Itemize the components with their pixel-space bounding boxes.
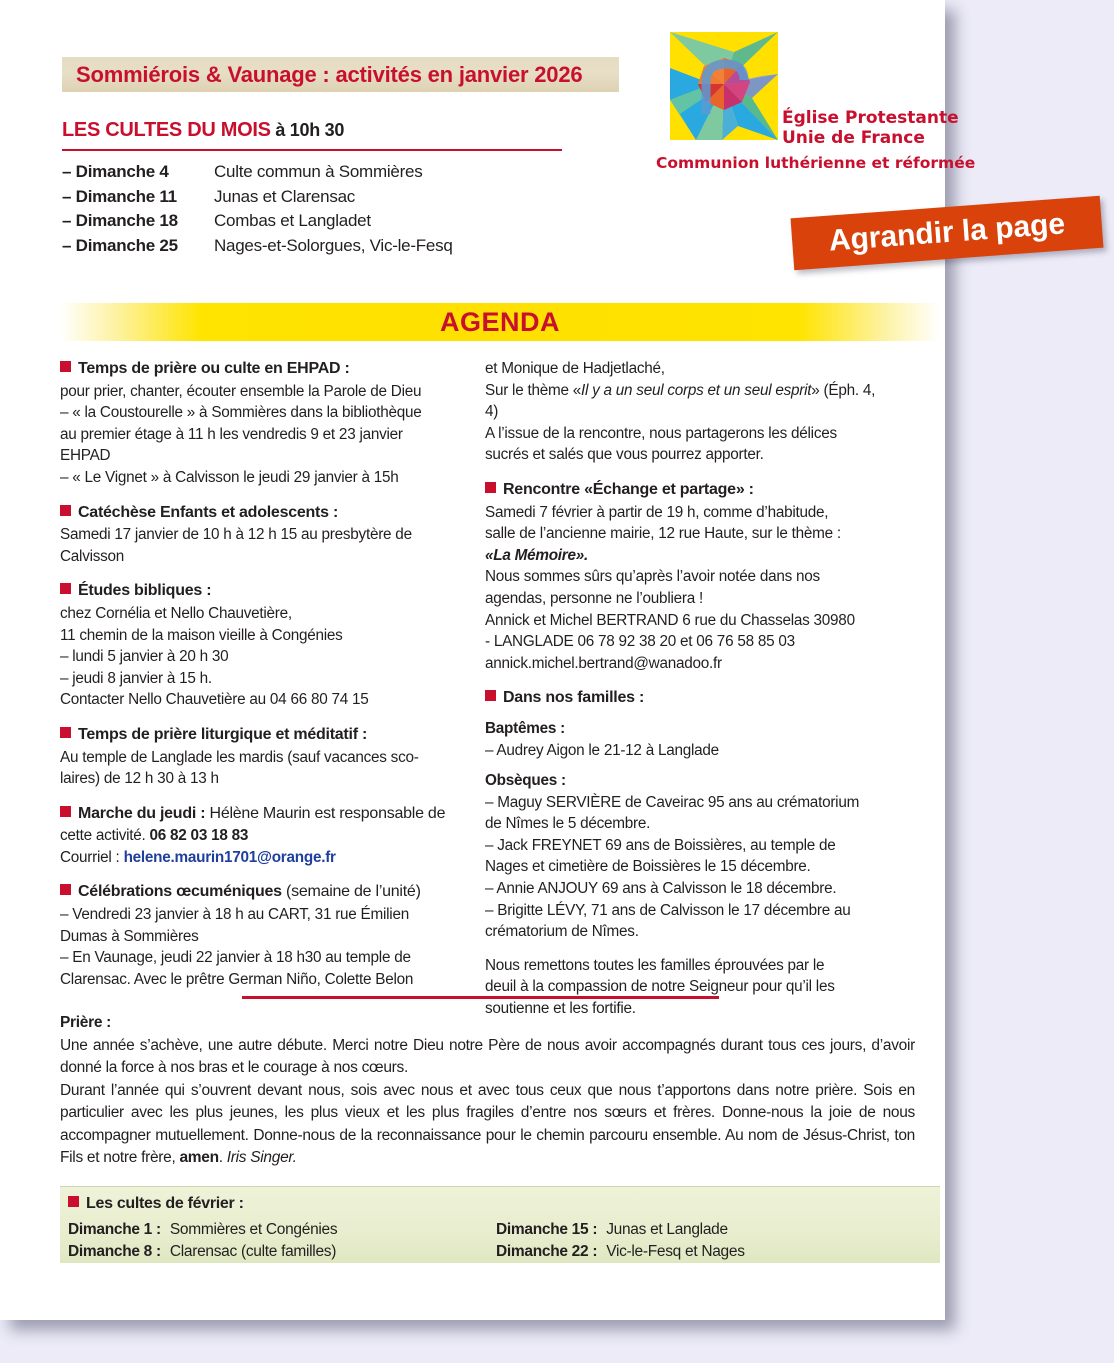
section-heading: [60, 502, 460, 524]
list-item: – Brigitte LÉVY, 71 ans de Calvisson le 17 décembre au: [485, 901, 851, 919]
square-bullet-icon: [60, 583, 71, 594]
section-catechese: [60, 502, 460, 568]
text-line: Clarensac. Avec le prêtre German Niño, Colette Belon: [60, 970, 414, 988]
text-line: – Vendredi 23 janvier à 18 h au CART, 31 rue Émilien: [60, 906, 409, 924]
section-etudes-bibliques: [60, 580, 460, 711]
text-line: Samedi 7 février à partir de 19 h, comme d’habitude,: [485, 503, 829, 521]
february-place: Junas et Langlade: [606, 1221, 728, 1238]
february-place: Clarensac (culte familles): [169, 1243, 337, 1260]
prayer-paragraph-1: Une année s’achève, une autre débute. Merci notre Dieu notre Père de nous avoir accompagnés durant tous ces jours, d’avoir donné la force à nos bras et le courage à nos cœurs.: [60, 1036, 915, 1076]
marche-intro: Hélène Maurin est responsable de: [209, 804, 446, 822]
section-heading: [60, 580, 460, 602]
prayer-label: Prière :: [60, 1014, 112, 1031]
text-line: Nous sommes sûrs qu’après l’avoir notée dans nos: [485, 568, 820, 586]
list-item: [496, 1241, 924, 1263]
agenda-right-column: [485, 358, 885, 1020]
text-line: soutienne et les fortifie.: [485, 1000, 636, 1018]
list-item: Nages et cimetière de Boissières le 15 décembre.: [485, 858, 811, 876]
section-heading-label: Temps de prière liturgique et méditatif :: [78, 725, 368, 743]
february-heading: [68, 1195, 244, 1213]
prayer-amen: amen: [179, 1149, 219, 1166]
text-line: deuil à la compassion de notre Seigneur pour qu’il les: [485, 978, 835, 996]
spacer: [485, 943, 885, 955]
section-celebrations-continuation: [485, 358, 885, 466]
text-line: Dumas à Sommières: [60, 927, 199, 945]
text-line: laires) de 12 h 30 à 13 h: [60, 770, 219, 788]
section-body: [485, 502, 885, 675]
february-day: Dimanche 22 :: [496, 1243, 598, 1260]
text-line: Contacter Nello Chauvetière au 04 66 80 74 15: [60, 691, 369, 709]
culte-place: Junas et Clarensac: [214, 186, 356, 206]
text-line: Annick et Michel BERTRAND 6 rue du Chasselas 30980: [485, 611, 855, 629]
rencontre-theme: «La Mémoire».: [485, 546, 589, 564]
text-line: A l’issue de la rencontre, nous partagerons les délices: [485, 424, 837, 442]
list-item: [62, 185, 622, 210]
square-bullet-icon: [485, 690, 496, 701]
section-ehpad: [60, 358, 460, 489]
section-heading-label: Marche du jeudi :: [78, 804, 210, 822]
list-item: [496, 1219, 924, 1241]
text-line: - LANGLADE 06 78 92 38 20 et 06 76 58 85 03: [485, 633, 795, 651]
text-line: – « Le Vignet » à Calvisson le jeudi 29 janvier à 15h: [60, 468, 399, 486]
february-heading-label: Les cultes de février :: [86, 1195, 244, 1212]
square-bullet-icon: [60, 505, 71, 516]
text-line: Nous remettons toutes les familles éprouvées par le: [485, 956, 825, 974]
epudf-logo: [656, 28, 976, 183]
logo-subtitle: Communion luthérienne et réformée: [656, 154, 976, 172]
logo-star-mark: [666, 28, 784, 146]
section-body: [60, 603, 460, 711]
list-item: [62, 160, 622, 185]
section-heading: [60, 803, 460, 825]
section-body: [60, 825, 460, 868]
prayer-period: .: [218, 1149, 227, 1166]
section-priere-liturgique: [60, 724, 460, 790]
logo-name: [782, 108, 959, 148]
baptemes-list: [485, 740, 885, 762]
courriel-label: Courriel :: [60, 848, 124, 866]
text-line: Samedi 17 janvier de 10 h à 12 h 15 au presbytère de: [60, 526, 412, 544]
text-line: pour prier, chanter, écouter ensemble la Parole de Dieu: [60, 382, 422, 400]
section-heading-label: Célébrations œcuméniques: [78, 883, 282, 901]
list-item: – Maguy SERVIÈRE de Caveirac 95 ans au crématorium: [485, 793, 860, 811]
section-body: [60, 747, 460, 790]
agenda-title: AGENDA: [439, 306, 560, 337]
square-bullet-icon: [60, 806, 71, 817]
square-bullet-icon: [60, 361, 71, 372]
agrandir-label: Agrandir la page: [827, 207, 1067, 258]
page-title: Sommiérois & Vaunage : activités en janvier 2026: [76, 61, 583, 87]
section-dans-nos-familles: [485, 687, 885, 1019]
culte-day: – Dimanche 25: [62, 235, 178, 255]
culte-day: – Dimanche 11: [62, 186, 177, 206]
section-heading: [485, 479, 885, 501]
section-heading-label: Rencontre «Échange et partage» :: [503, 480, 754, 498]
theme-quote: Il y a un seul corps et un seul esprit: [580, 381, 812, 399]
cultes-heading-main: LES CULTES DU MOIS: [62, 119, 271, 141]
february-place: Sommières et Congénies: [169, 1221, 338, 1238]
marche-line2-text: cette activité.: [60, 827, 150, 845]
prayer-section: [60, 1012, 915, 1170]
page-title-bar: [62, 57, 619, 92]
list-item: [62, 234, 622, 259]
section-body: [60, 381, 460, 489]
text-line: 11 chemin de la maison vieille à Congénies: [60, 626, 343, 644]
section-body: [60, 524, 460, 567]
obseques-list: [485, 792, 885, 943]
section-celebrations-oecumeniques: [60, 881, 460, 990]
list-item: – Audrey Aigon le 21-12 à Langlade: [485, 741, 719, 759]
culte-place: Culte commun à Sommières: [214, 162, 423, 181]
february-day: Dimanche 15 :: [496, 1221, 598, 1238]
text-line: Calvisson: [60, 547, 125, 565]
section-marche-du-jeudi: [60, 803, 460, 869]
text-line: – En Vaunage, jeudi 22 janvier à 18 h30 au temple de: [60, 949, 411, 967]
culte-day: – Dimanche 18: [62, 211, 178, 230]
square-bullet-icon: [60, 727, 71, 738]
section-heading: [60, 881, 460, 903]
text-line: EHPAD: [60, 447, 111, 465]
culte-place: Combas et Langladet: [214, 211, 371, 230]
agenda-left-column: [60, 358, 460, 990]
text-line: au premier étage à 11 h les vendredis 9 et 23 janvier: [60, 425, 403, 443]
february-column-left: [68, 1219, 496, 1263]
cultes-heading-time: à 10h 30: [270, 120, 345, 140]
text-line: sucrés et salés que vous pourrez apporter.: [485, 446, 764, 464]
cultes-list: [62, 160, 622, 258]
list-item: de Nîmes le 5 décembre.: [485, 815, 651, 833]
list-item: [68, 1241, 496, 1263]
february-services-box: [60, 1186, 940, 1263]
text-line: [60, 847, 460, 869]
section-heading: [60, 358, 460, 380]
text-line: [485, 380, 885, 423]
list-item: [62, 209, 622, 234]
email-link[interactable]: helene.maurin1701@orange.fr: [123, 848, 336, 866]
prayer-signature: Iris Singer.: [226, 1149, 297, 1166]
section-heading: [485, 687, 885, 709]
theme-reference: » (Éph. 4, 4): [485, 381, 876, 421]
square-bullet-icon: [485, 482, 496, 493]
square-bullet-icon: [68, 1196, 79, 1207]
agenda-banner: [60, 303, 940, 341]
section-heading-label: Dans nos familles :: [503, 689, 645, 707]
theme-prefix: Sur le thème «: [485, 381, 581, 399]
text-line: [60, 825, 460, 847]
text-line: – jeudi 8 janvier à 15 h.: [60, 669, 212, 687]
text-line: – « la Coustourelle » à Sommières dans la bibliothèque: [60, 404, 422, 422]
list-item: – Annie ANJOUY 69 ans à Calvisson le 18 décembre.: [485, 880, 837, 898]
february-column-right: [496, 1219, 924, 1263]
baptemes-label: Baptêmes :: [485, 719, 565, 737]
prayer-divider: [242, 996, 719, 999]
february-columns: [68, 1219, 936, 1263]
section-heading-label: Catéchèse Enfants et adolescents :: [78, 503, 339, 521]
section-heading: [60, 724, 460, 746]
text-line: chez Cornélia et Nello Chauvetière,: [60, 604, 292, 622]
list-item: – Jack FREYNET 69 ans de Boissières, au temple de: [485, 836, 836, 854]
section-rencontre-echange-partage: [485, 479, 885, 674]
cultes-divider: [62, 149, 562, 151]
cultes-heading: [62, 119, 562, 142]
logo-name-line2: Unie de France: [782, 128, 925, 148]
february-day: Dimanche 1 :: [68, 1221, 161, 1238]
list-item: [68, 1219, 496, 1241]
prayer-paragraph-2: Durant l’année qui s’ouvrent devant nous, sois avec nous et avec tous ceux que nous t’apportons dans notre prière. Sois en particulier avec les plus jeunes, les plus vieux et les plus fragiles d’entre nos sœurs et frères. Donne-nous la joie de nous accompagner mutuellement. Donne-nous de la reconnaissance pour le chemin parcouru ensemble. Au nom de Jésus-Christ, ton Fils et notre frère,: [60, 1081, 915, 1166]
text-line: salle de l’ancienne mairie, 12 rue Haute, sur le thème :: [485, 525, 841, 543]
section-heading-label: Temps de prière ou culte en EHPAD :: [78, 360, 350, 377]
familles-closing: [485, 955, 885, 1020]
text-line: Au temple de Langlade les mardis (sauf vacances sco-: [60, 748, 419, 766]
section-heading-label: Études bibliques :: [78, 582, 212, 600]
marche-phone: 06 82 03 18 83: [149, 827, 249, 845]
culte-day: – Dimanche 4: [62, 162, 169, 181]
logo-name-line1: Église Protestante: [782, 108, 959, 128]
obseques-label: Obsèques :: [485, 772, 566, 790]
section-heading-suffix: (semaine de l’unité): [281, 883, 421, 901]
section-body: [60, 904, 460, 990]
february-place: Vic-le-Fesq et Nages: [606, 1243, 745, 1260]
square-bullet-icon: [60, 884, 71, 895]
text-line: agendas, personne ne l’oubliera !: [485, 589, 703, 607]
email-link[interactable]: annick.michel.bertrand@wanadoo.fr: [485, 654, 722, 672]
text-line: et Monique de Hadjetlaché,: [485, 360, 665, 377]
list-item: crématorium de Nîmes.: [485, 923, 639, 941]
february-day: Dimanche 8 :: [68, 1243, 161, 1260]
text-line: – lundi 5 janvier à 20 h 30: [60, 648, 229, 666]
culte-place: Nages-et-Solorgues, Vic-le-Fesq: [214, 235, 453, 255]
